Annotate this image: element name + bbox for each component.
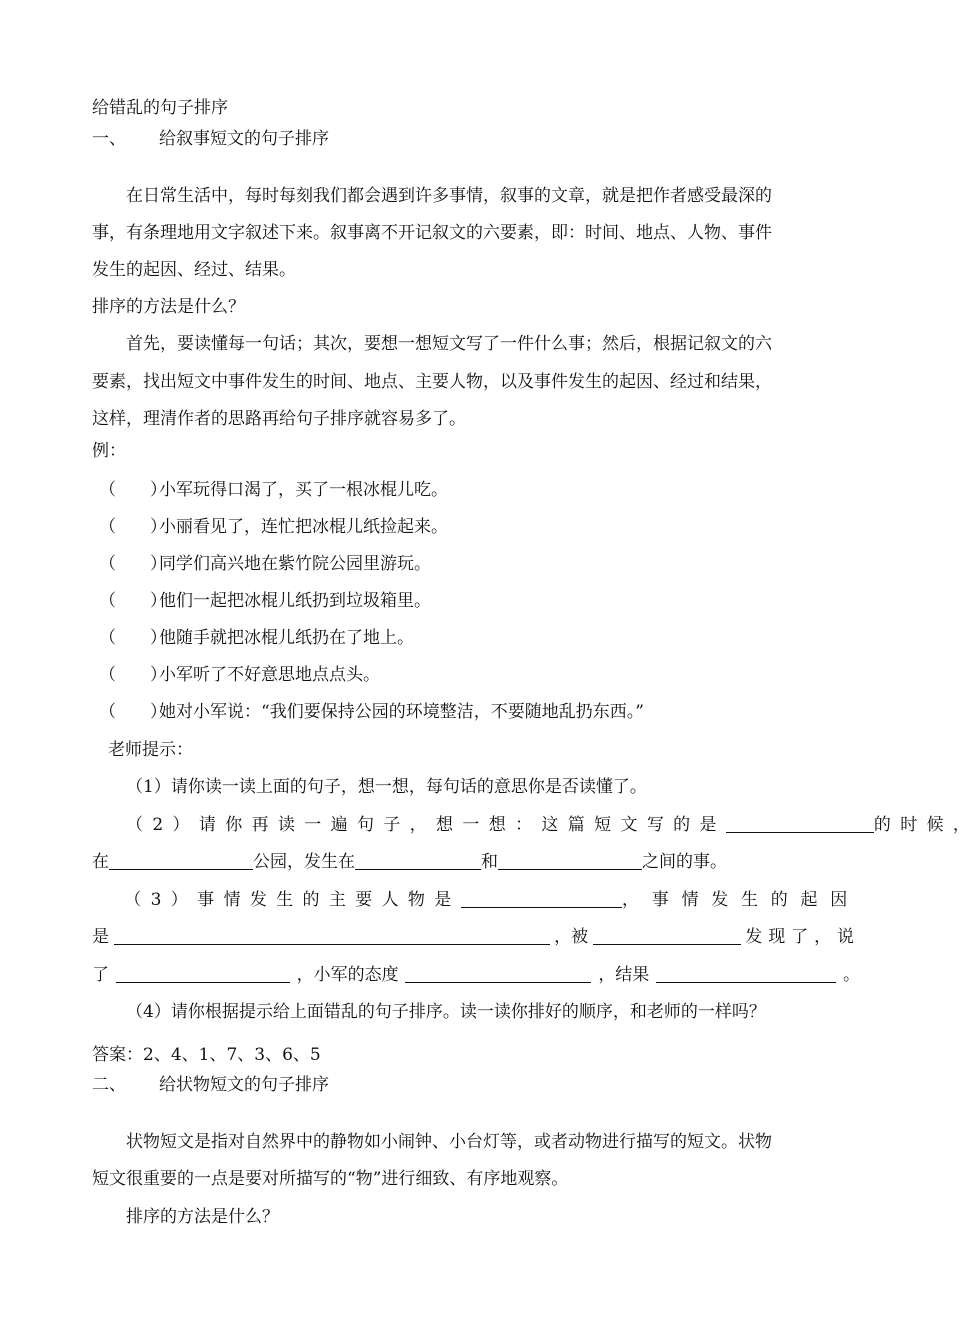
order-blank[interactable]: （ ）: [99, 591, 167, 611]
fill-blank-person-b[interactable]: [498, 851, 642, 870]
fill-blank-park[interactable]: [109, 851, 253, 870]
hint-3-text: ，事情发生的起因: [622, 890, 860, 910]
section-1-intro-line-2: 事，有条理地用文字叙述下来。叙事离不开记叙文的六要素，即：时间、地点、人物、事件: [92, 223, 772, 243]
hint-3-line-3: [92, 964, 860, 986]
fill-blank-words[interactable]: [116, 964, 290, 983]
example-label: 例：: [92, 441, 126, 461]
section-1-method-question: 排序的方法是什么？: [92, 297, 245, 317]
hint-3-text: 发现了，说: [745, 927, 860, 947]
fill-blank-main-person[interactable]: [461, 889, 622, 908]
section-2-intro-line-1: 状物短文是指对自然界中的静物如小闹钟、小台灯等，或者动物进行描写的短文。状物: [126, 1132, 772, 1152]
section-1-intro-line-3: 发生的起因、经过、结果。: [92, 260, 296, 280]
hint-2-text: 和: [481, 852, 498, 872]
section-1-intro-line-1: 在日常生活中，每时每刻我们都会遇到许多事情，叙事的文章，就是把作者感受最深的: [126, 186, 772, 206]
hint-3-text: ，结果: [598, 965, 650, 985]
sentence-text: 同学们高兴地在紫竹院公园里游玩。: [159, 554, 431, 574]
fill-blank-time[interactable]: [726, 814, 874, 833]
sentence-row: [99, 664, 380, 686]
section-2-intro-line-2: 短文很重要的一点是要对所描写的“物”进行细致、有序地观察。: [92, 1169, 569, 1189]
order-blank[interactable]: （ ）: [99, 628, 167, 648]
section-1-title: 给叙事短文的句子排序: [159, 129, 329, 149]
hint-3-text: 。: [842, 965, 860, 985]
teacher-hint-label: 老师提示：: [108, 740, 193, 760]
order-blank[interactable]: （ ）: [99, 554, 167, 574]
fill-blank-result[interactable]: [656, 964, 836, 983]
hint-1: （1）请你读一读上面的句子，想一想，每句话的意思你是否读懂了。: [126, 777, 647, 797]
order-blank[interactable]: （ ）: [99, 517, 167, 537]
hint-3-line-1: [92, 889, 860, 911]
hint-3-text: 是: [92, 927, 109, 947]
hint-3-text: ，被: [554, 927, 589, 947]
sentence-row: [99, 627, 414, 649]
sentence-text: 他随手就把冰棍儿纸扔在了地上。: [159, 628, 414, 648]
fill-blank-cause[interactable]: [114, 926, 550, 945]
sentence-text: 她对小军说：“我们要保持公园的环境整洁，不要随地乱扔东西。”: [159, 702, 644, 722]
hint-3-line-2: [92, 926, 860, 948]
fill-blank-attitude[interactable]: [405, 964, 591, 983]
document-title: 给错乱的句子排序: [92, 98, 228, 118]
sentence-text: 他们一起把冰棍儿纸扔到垃圾箱里。: [159, 591, 431, 611]
section-1-method-line-2: 要素，找出短文中事件发生的时间、地点、主要人物，以及事件发生的起因、经过和结果，: [92, 372, 772, 392]
hint-2-line-2: [92, 851, 727, 873]
section-2-number: 二、: [92, 1075, 126, 1095]
section-2-title: 给状物短文的句子排序: [159, 1075, 329, 1095]
section-1-number: 一、: [92, 129, 126, 149]
sentence-row: [99, 590, 431, 612]
hint-3-text: （3）事情发生的主要人物是: [124, 890, 461, 910]
section-2-heading: [92, 1074, 329, 1096]
sentence-row: [99, 479, 448, 501]
hint-2-line-1: [126, 814, 979, 836]
hint-3-text: ，小军的态度: [296, 965, 399, 985]
order-blank[interactable]: （ ）: [99, 702, 167, 722]
hint-4: （4）请你根据提示给上面错乱的句子排序。读一读你排好的顺序，和老师的一样吗？: [126, 1002, 766, 1022]
section-1-method-line-1: 首先，要读懂每一句话；其次，要想一想短文写了一件什么事；然后，根据记叙文的六: [126, 334, 772, 354]
order-blank[interactable]: （ ）: [99, 665, 167, 685]
sentence-row: [99, 516, 448, 538]
sentence-row: [99, 553, 431, 575]
sentence-text: 小军玩得口渴了，买了一根冰棍儿吃。: [159, 480, 448, 500]
section-1-heading: [92, 128, 329, 150]
order-blank[interactable]: （ ）: [99, 480, 167, 500]
fill-blank-person-a[interactable]: [355, 851, 481, 870]
answer: 答案：2、4、1、7、3、6、5: [92, 1045, 321, 1065]
hint-2-text: 之间的事。: [642, 852, 727, 872]
hint-2-text: 在: [92, 852, 109, 872]
sentence-row: [99, 701, 644, 723]
sentence-text: 小丽看见了，连忙把冰棍儿纸捡起来。: [159, 517, 448, 537]
hint-2-text: （2）请你再读一遍句子，想一想：这篇短文写的是: [126, 815, 726, 835]
section-2-method-question: 排序的方法是什么？: [126, 1207, 279, 1227]
hint-3-text: 了: [92, 965, 109, 985]
hint-2-text: 公园，发生在: [253, 852, 355, 872]
sentence-text: 小军听了不好意思地点点头。: [159, 665, 380, 685]
hint-2-text: 的时候，: [873, 815, 979, 835]
fill-blank-discoverer[interactable]: [593, 926, 741, 945]
section-1-method-line-3: 这样，理清作者的思路再给句子排序就容易多了。: [92, 409, 466, 429]
